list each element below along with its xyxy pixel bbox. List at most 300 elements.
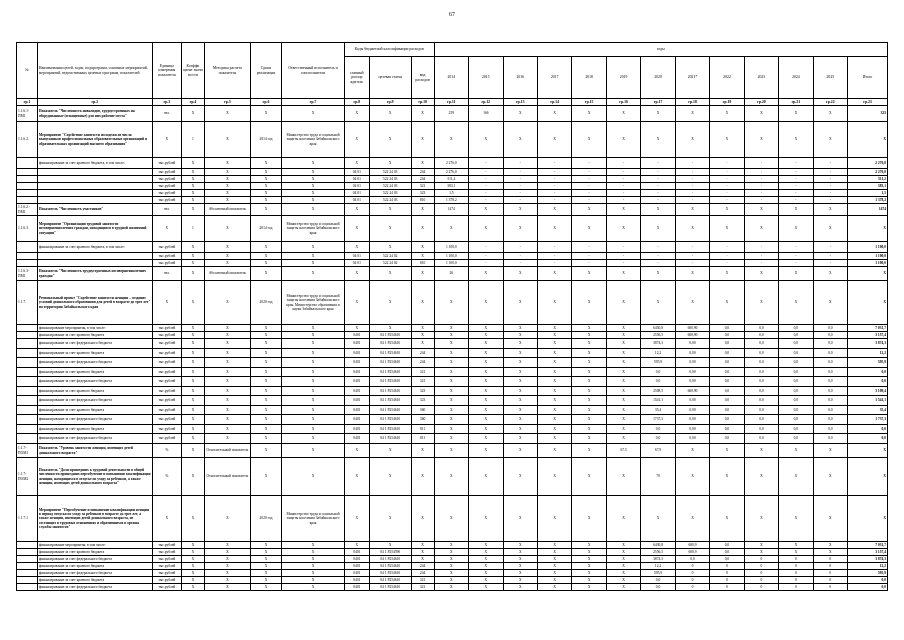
table-cell: X [282, 387, 345, 396]
table-cell: X [572, 122, 606, 158]
table-cell: - [710, 190, 744, 197]
row-name [37, 197, 152, 204]
row-number [17, 425, 38, 434]
table-cell: - [744, 260, 778, 267]
table-cell: - [606, 169, 640, 176]
table-cell: X [744, 216, 778, 242]
table-cell: X [469, 216, 503, 242]
table-cell: X [469, 434, 503, 444]
table-cell: X [204, 260, 250, 267]
table-cell: 7 031,7 [848, 542, 888, 549]
table-cell: X [675, 267, 709, 281]
table-cell: X [469, 577, 503, 584]
table-cell: X [250, 260, 281, 267]
table-cell: X [537, 570, 571, 577]
table-cell: 0,0 [779, 415, 813, 425]
table-cell: тыс.рублей [152, 332, 181, 339]
table-cell: 04 1 P254610 [369, 556, 411, 563]
table-cell: 04 1 P254610 [369, 577, 411, 584]
table-cell: X [411, 339, 434, 349]
column-index: гр.18 [675, 99, 709, 106]
row-number: 1.1.7. [17, 281, 38, 325]
table-cell: X [537, 542, 571, 549]
table-cell: X [344, 267, 369, 281]
header-year: 2017 [537, 57, 571, 99]
table-cell: 1474 [434, 204, 468, 216]
table-cell: X [181, 584, 204, 591]
row-number [17, 332, 38, 339]
table-cell: X [675, 204, 709, 216]
table-cell: 0,0 [813, 377, 847, 387]
table-cell: X [779, 216, 813, 242]
table-cell: 04 1 P254610 [369, 332, 411, 339]
table-cell: 04 01 [344, 260, 369, 267]
table-cell: - [675, 169, 709, 176]
row-number [17, 176, 38, 183]
program-table [16, 42, 888, 591]
table-cell: тыс.рублей [152, 577, 181, 584]
table-cell: тыс.рублей [152, 377, 181, 387]
table-cell: - [572, 183, 606, 190]
table-row [17, 242, 888, 253]
table-cell: тыс.рублей [152, 415, 181, 425]
table-cell: - [537, 190, 571, 197]
table-cell: 04 1 P254610 [369, 406, 411, 415]
table-cell: 0,0 [710, 396, 744, 406]
table-cell: 1 100,0 [434, 242, 468, 253]
table-cell: X [181, 183, 204, 190]
table-cell: 67,5 [606, 444, 640, 458]
header-year: 2024 [779, 57, 813, 99]
table-cell: - [641, 197, 675, 204]
table-cell: X [606, 458, 640, 496]
table-cell: X [282, 444, 345, 458]
table-cell: X [282, 242, 345, 253]
table-cell: X [204, 434, 250, 444]
header-year: 2015 [469, 57, 503, 99]
table-cell: X [606, 425, 640, 434]
column-index: гр.9 [369, 99, 411, 106]
table-cell: X [344, 106, 369, 122]
table-cell: 600,90 [675, 325, 709, 332]
table-cell: - [710, 253, 744, 260]
table-cell: X [181, 444, 204, 458]
table-cell: - [469, 242, 503, 253]
table-cell: X [282, 349, 345, 358]
table-cell: - [537, 183, 571, 190]
table-cell: 1737,3 [641, 415, 675, 425]
table-cell: - [469, 176, 503, 183]
table-cell: X [282, 183, 345, 190]
table-cell: 35,4 [641, 406, 675, 415]
table-cell: тыс.рублей [152, 325, 181, 332]
table-cell: 166 [469, 106, 503, 122]
table-cell: X [675, 106, 709, 122]
table-cell: - [572, 176, 606, 183]
table-cell: тыс.рублей [152, 549, 181, 556]
table-cell: X [344, 204, 369, 216]
table-cell: - [606, 158, 640, 169]
table-cell: X [744, 106, 778, 122]
table-cell: X [434, 377, 468, 387]
table-cell: X [282, 260, 345, 267]
table-cell: 2556,5 [641, 549, 675, 556]
table-cell: 0,00 [675, 396, 709, 406]
header-kbk: Коды бюджетной классификации расходов [344, 43, 434, 57]
table-cell: 323 [411, 396, 434, 406]
table-cell: X [848, 496, 888, 542]
table-cell: X [779, 281, 813, 325]
table-cell: X [434, 406, 468, 415]
table-cell: X [344, 216, 369, 242]
table-cell: X [282, 542, 345, 549]
table-cell: X [204, 563, 250, 570]
table-cell: X [606, 434, 640, 444]
table-row [17, 197, 888, 204]
table-cell: 0,0 [710, 556, 744, 563]
table-cell: - [675, 242, 709, 253]
table-cell: - [641, 158, 675, 169]
header-unit: Единица измерения показателя [152, 43, 181, 99]
table-cell: 3874,3 [641, 339, 675, 349]
row-name [37, 253, 152, 260]
table-cell: - [469, 158, 503, 169]
table-cell: X [282, 176, 345, 183]
table-cell: X [503, 368, 537, 377]
column-index: гр.3 [152, 99, 181, 106]
table-cell: - [606, 176, 640, 183]
table-cell: 6430,8 [641, 325, 675, 332]
table-cell: - [572, 169, 606, 176]
table-cell: 0,0 [779, 332, 813, 339]
row-name: финансирование за счет краевого бюджета [37, 406, 152, 415]
table-cell: X [434, 577, 468, 584]
table-cell: тыс.рублей [152, 339, 181, 349]
table-cell: 26 [434, 267, 468, 281]
table-cell: X [606, 349, 640, 358]
table-cell: - [710, 242, 744, 253]
row-name: финансирование за счет краевого бюджета [37, 425, 152, 434]
table-cell: X [204, 406, 250, 415]
table-cell: X [710, 106, 744, 122]
table-cell: - [572, 242, 606, 253]
table-row [17, 570, 888, 577]
table-cell: - [641, 183, 675, 190]
table-cell: 0 [744, 556, 778, 563]
column-index: гр.7 [282, 99, 345, 106]
table-cell: 0,00 [675, 406, 709, 415]
table-cell: X [710, 444, 744, 458]
table-cell: X [537, 267, 571, 281]
table-cell: X [282, 434, 345, 444]
table-cell: - [813, 197, 847, 204]
table-cell: тыс.рублей [152, 253, 181, 260]
table-cell: X [411, 204, 434, 216]
table-cell: - [710, 169, 744, 176]
table-row [17, 267, 888, 281]
table-cell: - [779, 197, 813, 204]
table-cell: X [503, 332, 537, 339]
table-cell: X [469, 584, 503, 591]
column-index: гр.11 [434, 99, 468, 106]
table-cell: X [204, 570, 250, 577]
row-number [17, 396, 38, 406]
table-cell: X [537, 406, 571, 415]
table-cell: X [181, 349, 204, 358]
table-cell: X [204, 158, 250, 169]
table-cell: 0,0 [744, 406, 778, 415]
row-name: финансирование мероприятия, в том числе: [37, 325, 152, 332]
table-row [17, 253, 888, 260]
table-cell: тыс.рублей [152, 183, 181, 190]
table-row [17, 549, 888, 556]
table-cell: 0,00 [675, 434, 709, 444]
table-cell: X [204, 325, 250, 332]
table-cell: 0401 [344, 415, 369, 425]
table-cell: X [537, 216, 571, 242]
row-name [37, 260, 152, 267]
table-cell: - [744, 169, 778, 176]
table-cell: 0,0 [813, 358, 847, 368]
table-cell: X [411, 332, 434, 339]
table-cell: X [469, 358, 503, 368]
table-cell: - [641, 260, 675, 267]
table-cell: X [344, 496, 369, 542]
table-cell: 1 100,0 [848, 253, 888, 260]
table-cell: X [282, 570, 345, 577]
table-cell: 1 378,2 [434, 197, 468, 204]
table-cell: - [813, 158, 847, 169]
row-name: финансирование за счет федерального бюджета [37, 339, 152, 349]
row-name [37, 169, 152, 176]
table-cell: 522 24 02 [369, 260, 411, 267]
table-cell: X [411, 281, 434, 325]
table-cell: X [503, 377, 537, 387]
table-cell: 0,0 [710, 415, 744, 425]
header-year: 2021* [675, 57, 709, 99]
table-cell: X [181, 190, 204, 197]
table-row [17, 122, 888, 158]
table-cell: - [606, 242, 640, 253]
table-cell: X [434, 396, 468, 406]
table-cell: 244 [411, 563, 434, 570]
table-cell: X [710, 204, 744, 216]
table-cell: X [250, 204, 281, 216]
table-cell: X [469, 406, 503, 415]
table-cell: X [813, 216, 847, 242]
table-cell: 0 [710, 584, 744, 591]
table-cell: X [204, 542, 250, 549]
table-cell: - [503, 190, 537, 197]
table-cell: 0,0 [744, 396, 778, 406]
table-cell: - [537, 158, 571, 169]
row-number [17, 542, 38, 549]
table-cell: X [411, 444, 434, 458]
table-cell: X [369, 444, 411, 458]
row-name: Региональный проект "Содействие занятости женщин – создание условий дошкольного образования для детей в возрасте до трех лет" на территории Забайкальского края [37, 281, 152, 325]
row-name: финансирование за счет краевого бюджета, в том числе: [37, 158, 152, 169]
table-cell: X [434, 339, 468, 349]
table-cell: X [641, 106, 675, 122]
table-cell: 0,0 [710, 332, 744, 339]
table-cell: X [181, 406, 204, 415]
table-cell: - [572, 197, 606, 204]
table-cell: 04 01 [344, 183, 369, 190]
table-cell: X [572, 281, 606, 325]
table-cell: тыс.рублей [152, 349, 181, 358]
table-cell: - [503, 253, 537, 260]
table-row [17, 190, 888, 197]
table-cell: X [181, 556, 204, 563]
table-cell: тыс.рублей [152, 570, 181, 577]
table-cell: 0,0 [813, 339, 847, 349]
table-cell: 3 874,3 [848, 339, 888, 349]
table-cell: X [744, 542, 778, 549]
table-cell: X [204, 169, 250, 176]
table-cell: X [572, 577, 606, 584]
table-cell: X [537, 325, 571, 332]
table-cell: 0,0 [710, 339, 744, 349]
row-number [17, 158, 38, 169]
row-number: 1.1.6.2. [17, 122, 38, 158]
table-cell: X [204, 122, 250, 158]
table-cell: X [606, 584, 640, 591]
table-cell: X [641, 496, 675, 542]
column-index: гр.21 [779, 99, 813, 106]
table-cell: X [204, 216, 250, 242]
row-number [17, 377, 38, 387]
table-cell: X [434, 349, 468, 358]
table-cell: X [181, 339, 204, 349]
table-cell: 0,0 [641, 425, 675, 434]
table-cell: X [537, 122, 571, 158]
row-name: Мероприятие "Организация трудовой занятости несовершеннолетних граждан, находящихся в трудной жизненной ситуации" [37, 216, 152, 242]
table-cell: X [813, 458, 847, 496]
table-cell: X [434, 496, 468, 542]
table-cell: тыс.рублей [152, 584, 181, 591]
column-index: гр.10 [411, 99, 434, 106]
table-cell: X [250, 556, 281, 563]
table-row [17, 169, 888, 176]
table-cell: X [411, 158, 434, 169]
table-cell: X [282, 358, 345, 368]
table-cell: - [744, 242, 778, 253]
table-cell: X [469, 325, 503, 332]
row-name: финансирование мероприятия, в том числе: [37, 542, 152, 549]
table-cell: X [710, 216, 744, 242]
table-cell: X [537, 415, 571, 425]
table-cell: X [411, 549, 434, 556]
table-cell: тыс.рублей [152, 197, 181, 204]
table-cell: X [181, 434, 204, 444]
table-cell: X [537, 584, 571, 591]
table-row [17, 496, 888, 542]
table-cell: - [744, 190, 778, 197]
row-number [17, 260, 38, 267]
table-cell: X [411, 242, 434, 253]
table-cell: 04 1 P254590 [369, 549, 411, 556]
table-cell: X [181, 368, 204, 377]
table-cell: - [675, 197, 709, 204]
table-cell: 0 [744, 584, 778, 591]
table-cell: 360 [411, 406, 434, 415]
table-cell: X [641, 216, 675, 242]
table-cell: X [204, 496, 250, 542]
row-number [17, 556, 38, 563]
table-cell: 6430,8 [641, 542, 675, 549]
table-cell: 0401 [344, 377, 369, 387]
table-cell: X [537, 204, 571, 216]
table-cell: 1 737,3 [848, 415, 888, 425]
table-cell: - [675, 190, 709, 197]
table-cell: тыс.рублей [152, 406, 181, 415]
table-cell: 0,0 [710, 377, 744, 387]
table-cell: X [181, 458, 204, 496]
table-cell: X [572, 415, 606, 425]
table-row [17, 358, 888, 368]
table-cell: X [503, 358, 537, 368]
table-cell: X [572, 425, 606, 434]
table-cell: 3 157,4 [848, 549, 888, 556]
table-cell: 321 [411, 368, 434, 377]
table-cell: X [469, 122, 503, 158]
header-year: 2022 [710, 57, 744, 99]
table-cell: 0 [710, 570, 744, 577]
table-cell: - [641, 176, 675, 183]
table-cell: 0,0 [710, 368, 744, 377]
table-cell: - [710, 158, 744, 169]
table-cell: X [572, 444, 606, 458]
table-cell: X [181, 106, 204, 122]
table-cell: 04 1 P254610 [369, 425, 411, 434]
table-cell: X [537, 281, 571, 325]
table-cell: 522 24 03 [369, 190, 411, 197]
table-row [17, 339, 888, 349]
table-cell: 323 [411, 387, 434, 396]
table-cell: - [469, 169, 503, 176]
table-cell: - [606, 183, 640, 190]
table-cell: 0,0 [710, 434, 744, 444]
table-cell: X [181, 425, 204, 434]
table-cell: X [813, 496, 847, 542]
table-cell: X [204, 556, 250, 563]
table-cell: X [675, 216, 709, 242]
table-cell: % [152, 458, 181, 496]
table-cell: X [250, 396, 281, 406]
table-cell: X [181, 260, 204, 267]
table-cell: - [503, 242, 537, 253]
table-row [17, 158, 888, 169]
row-number: 1.1.7.1 [17, 496, 38, 542]
table-cell: 522 24 03 [369, 183, 411, 190]
table-cell: 0,0 [779, 396, 813, 406]
table-cell: X [779, 204, 813, 216]
table-cell: X [282, 425, 345, 434]
table-cell: тыс.рублей [152, 434, 181, 444]
table-cell: X [250, 584, 281, 591]
table-cell: X [282, 169, 345, 176]
table-cell: 12,2 [641, 563, 675, 570]
table-cell: 0,0 [710, 325, 744, 332]
table-cell: 2020 год [250, 496, 281, 542]
table-cell: 0401 [344, 584, 369, 591]
table-cell: X [181, 415, 204, 425]
table-cell: X [282, 339, 345, 349]
table-cell: 323 [411, 190, 434, 197]
table-cell: 0,0 [779, 339, 813, 349]
table-cell: X [469, 204, 503, 216]
row-name: Показатель "Численность участников" [37, 204, 152, 216]
